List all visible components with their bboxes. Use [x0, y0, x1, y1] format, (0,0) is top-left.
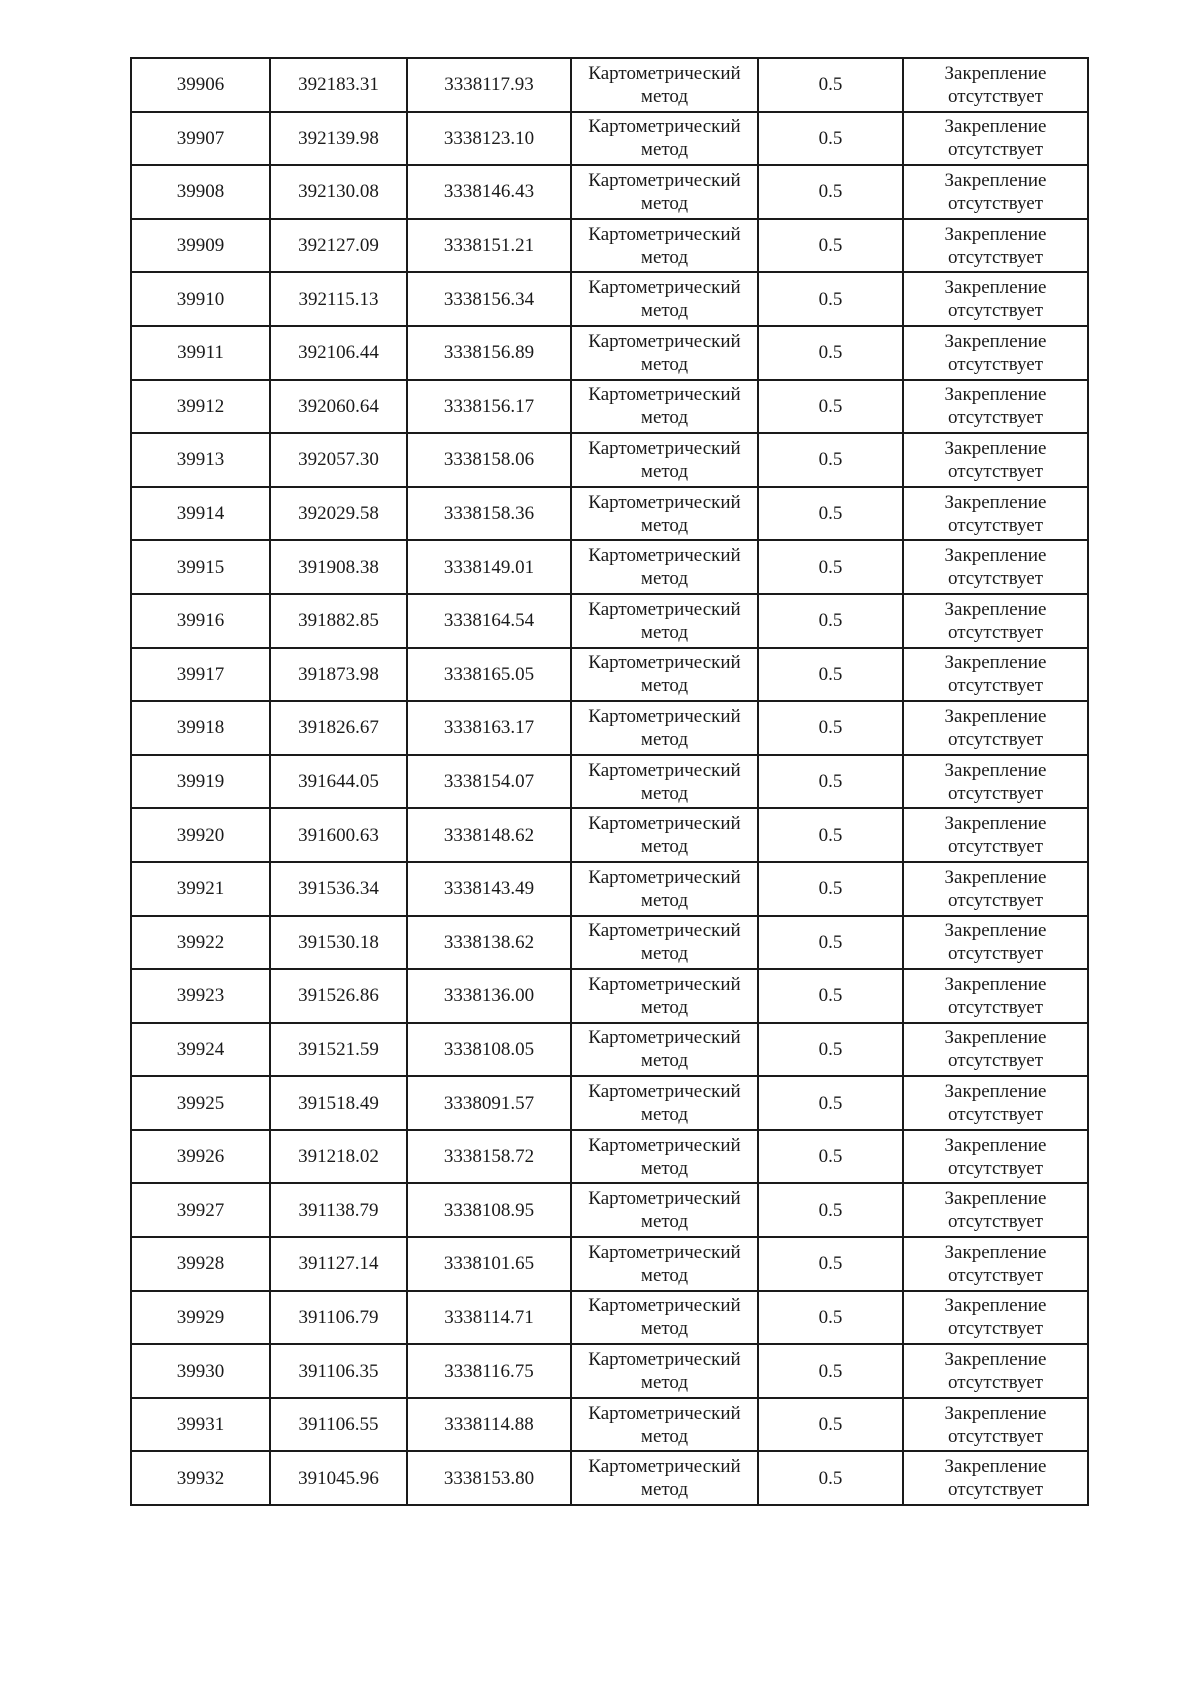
table-row — [131, 433, 1088, 487]
fixation-text-line1: Закрепление — [944, 1027, 1047, 1049]
x-coordinate-cell: 391826.67 — [270, 701, 407, 755]
y-coordinate-cell: 3338114.71 — [407, 1291, 571, 1345]
fixation-text-line1: Закрепление — [944, 598, 1047, 620]
fixation-cell — [903, 165, 1088, 219]
y-coordinate-cell: 3338123.10 — [407, 112, 571, 166]
method-text-line2: метод — [640, 728, 689, 750]
coordinates-table-body — [131, 58, 1088, 1505]
fixation-text-line2: отсутствует — [947, 943, 1044, 965]
method-text-line1: Картометрический — [588, 1188, 741, 1210]
method-text-line2: метод — [640, 300, 689, 322]
method-text-line2: метод — [640, 889, 689, 911]
fixation-text-line2: отсутствует — [947, 836, 1044, 858]
table-row — [131, 540, 1088, 594]
point-number-cell: 39925 — [131, 1076, 270, 1130]
method-cell — [571, 648, 758, 702]
point-number-cell: 39923 — [131, 969, 270, 1023]
precision-cell: 0.5 — [758, 1237, 903, 1291]
fixation-text-line1: Закрепление — [944, 705, 1047, 727]
y-coordinate-cell: 3338154.07 — [407, 755, 571, 809]
table-row — [131, 1076, 1088, 1130]
fixation-cell — [903, 969, 1088, 1023]
precision-cell: 0.5 — [758, 1076, 903, 1130]
fixation-text-line2: отсутствует — [947, 1211, 1044, 1233]
method-cell — [571, 1076, 758, 1130]
x-coordinate-cell: 391106.35 — [270, 1344, 407, 1398]
fixation-text-line1: Закрепление — [944, 491, 1047, 513]
x-coordinate-cell: 391045.96 — [270, 1451, 407, 1505]
fixation-text-line2: отсутствует — [947, 85, 1044, 107]
method-cell — [571, 1183, 758, 1237]
point-number-cell: 39932 — [131, 1451, 270, 1505]
method-text-line1: Картометрический — [588, 1402, 741, 1424]
fixation-text-line1: Закрепление — [944, 1188, 1047, 1210]
table-row — [131, 969, 1088, 1023]
precision-cell: 0.5 — [758, 648, 903, 702]
y-coordinate-cell: 3338165.05 — [407, 648, 571, 702]
fixation-cell — [903, 755, 1088, 809]
method-text-line1: Картометрический — [588, 705, 741, 727]
precision-cell: 0.5 — [758, 916, 903, 970]
fixation-text-line2: отсутствует — [947, 675, 1044, 697]
fixation-text-line1: Закрепление — [944, 652, 1047, 674]
fixation-cell — [903, 1451, 1088, 1505]
method-cell — [571, 1451, 758, 1505]
method-text-line1: Картометрический — [588, 384, 741, 406]
method-text-line1: Картометрический — [588, 1456, 741, 1478]
point-number-cell: 39929 — [131, 1291, 270, 1345]
method-text-line2: метод — [640, 1050, 689, 1072]
method-text-line1: Картометрический — [588, 116, 741, 138]
table-row — [131, 648, 1088, 702]
method-cell — [571, 755, 758, 809]
y-coordinate-cell: 3338158.36 — [407, 487, 571, 541]
precision-cell: 0.5 — [758, 540, 903, 594]
coordinates-table — [130, 57, 1089, 1506]
x-coordinate-cell: 392127.09 — [270, 219, 407, 273]
precision-cell: 0.5 — [758, 1291, 903, 1345]
fixation-text-line2: отсутствует — [947, 1318, 1044, 1340]
fixation-cell — [903, 433, 1088, 487]
point-number-cell: 39924 — [131, 1023, 270, 1077]
method-cell — [571, 916, 758, 970]
method-cell — [571, 112, 758, 166]
x-coordinate-cell: 391218.02 — [270, 1130, 407, 1184]
x-coordinate-cell: 391908.38 — [270, 540, 407, 594]
table-row — [131, 1344, 1088, 1398]
method-cell — [571, 433, 758, 487]
fixation-text-line1: Закрепление — [944, 545, 1047, 567]
table-row — [131, 219, 1088, 273]
point-number-cell: 39928 — [131, 1237, 270, 1291]
point-number-cell: 39911 — [131, 326, 270, 380]
table-row — [131, 165, 1088, 219]
table-row — [131, 916, 1088, 970]
method-text-line2: метод — [640, 568, 689, 590]
point-number-cell: 39912 — [131, 380, 270, 434]
fixation-cell — [903, 272, 1088, 326]
fixation-text-line1: Закрепление — [944, 813, 1047, 835]
y-coordinate-cell: 3338151.21 — [407, 219, 571, 273]
x-coordinate-cell: 392060.64 — [270, 380, 407, 434]
point-number-cell: 39906 — [131, 58, 270, 112]
method-text-line2: метод — [640, 782, 689, 804]
fixation-text-line1: Закрепление — [944, 1349, 1047, 1371]
fixation-text-line1: Закрепление — [944, 1241, 1047, 1263]
method-cell — [571, 540, 758, 594]
x-coordinate-cell: 391600.63 — [270, 808, 407, 862]
fixation-text-line2: отсутствует — [947, 246, 1044, 268]
fixation-cell — [903, 594, 1088, 648]
method-text-line2: метод — [640, 1104, 689, 1126]
fixation-cell — [903, 380, 1088, 434]
x-coordinate-cell: 392183.31 — [270, 58, 407, 112]
precision-cell: 0.5 — [758, 112, 903, 166]
x-coordinate-cell: 391536.34 — [270, 862, 407, 916]
fixation-cell — [903, 862, 1088, 916]
point-number-cell: 39926 — [131, 1130, 270, 1184]
method-text-line1: Картометрический — [588, 813, 741, 835]
method-cell — [571, 1237, 758, 1291]
point-number-cell: 39913 — [131, 433, 270, 487]
table-row — [131, 862, 1088, 916]
fixation-cell — [903, 648, 1088, 702]
method-text-line2: метод — [640, 1479, 689, 1501]
method-text-line2: метод — [640, 836, 689, 858]
precision-cell: 0.5 — [758, 808, 903, 862]
table-row — [131, 701, 1088, 755]
method-cell — [571, 1291, 758, 1345]
fixation-cell — [903, 58, 1088, 112]
precision-cell: 0.5 — [758, 1344, 903, 1398]
precision-cell: 0.5 — [758, 1023, 903, 1077]
method-cell — [571, 272, 758, 326]
y-coordinate-cell: 3338138.62 — [407, 916, 571, 970]
fixation-text-line1: Закрепление — [944, 1134, 1047, 1156]
fixation-text-line1: Закрепление — [944, 759, 1047, 781]
fixation-cell — [903, 1291, 1088, 1345]
method-text-line1: Картометрический — [588, 169, 741, 191]
fixation-cell — [903, 1398, 1088, 1452]
fixation-cell — [903, 916, 1088, 970]
point-number-cell: 39931 — [131, 1398, 270, 1452]
fixation-cell — [903, 540, 1088, 594]
x-coordinate-cell: 392057.30 — [270, 433, 407, 487]
table-row — [131, 1023, 1088, 1077]
method-text-line1: Картометрический — [588, 1134, 741, 1156]
method-text-line1: Картометрический — [588, 62, 741, 84]
point-number-cell: 39909 — [131, 219, 270, 273]
method-text-line2: метод — [640, 1372, 689, 1394]
x-coordinate-cell: 391530.18 — [270, 916, 407, 970]
y-coordinate-cell: 3338101.65 — [407, 1237, 571, 1291]
fixation-cell — [903, 808, 1088, 862]
table-row — [131, 1183, 1088, 1237]
method-cell — [571, 594, 758, 648]
precision-cell: 0.5 — [758, 58, 903, 112]
fixation-text-line2: отсутствует — [947, 1479, 1044, 1501]
method-cell — [571, 219, 758, 273]
fixation-cell — [903, 1183, 1088, 1237]
x-coordinate-cell: 391882.85 — [270, 594, 407, 648]
fixation-text-line2: отсутствует — [947, 568, 1044, 590]
fixation-text-line1: Закрепление — [944, 973, 1047, 995]
precision-cell: 0.5 — [758, 165, 903, 219]
method-text-line1: Картометрический — [588, 277, 741, 299]
precision-cell: 0.5 — [758, 1183, 903, 1237]
y-coordinate-cell: 3338158.72 — [407, 1130, 571, 1184]
precision-cell: 0.5 — [758, 219, 903, 273]
point-number-cell: 39920 — [131, 808, 270, 862]
method-text-line2: метод — [640, 460, 689, 482]
fixation-cell — [903, 1237, 1088, 1291]
x-coordinate-cell: 391873.98 — [270, 648, 407, 702]
y-coordinate-cell: 3338091.57 — [407, 1076, 571, 1130]
y-coordinate-cell: 3338116.75 — [407, 1344, 571, 1398]
fixation-cell — [903, 326, 1088, 380]
method-text-line2: метод — [640, 675, 689, 697]
method-cell — [571, 165, 758, 219]
y-coordinate-cell: 3338108.05 — [407, 1023, 571, 1077]
y-coordinate-cell: 3338143.49 — [407, 862, 571, 916]
point-number-cell: 39917 — [131, 648, 270, 702]
x-coordinate-cell: 391106.79 — [270, 1291, 407, 1345]
table-row — [131, 326, 1088, 380]
x-coordinate-cell: 391644.05 — [270, 755, 407, 809]
method-cell — [571, 969, 758, 1023]
table-row — [131, 272, 1088, 326]
point-number-cell: 39915 — [131, 540, 270, 594]
method-text-line2: метод — [640, 996, 689, 1018]
method-text-line2: метод — [640, 407, 689, 429]
method-text-line1: Картометрический — [588, 598, 741, 620]
method-text-line1: Картометрический — [588, 1349, 741, 1371]
method-text-line2: метод — [640, 353, 689, 375]
method-text-line1: Картометрический — [588, 1027, 741, 1049]
method-cell — [571, 1398, 758, 1452]
precision-cell: 0.5 — [758, 755, 903, 809]
method-cell — [571, 380, 758, 434]
method-cell — [571, 1130, 758, 1184]
y-coordinate-cell: 3338114.88 — [407, 1398, 571, 1452]
fixation-text-line2: отсутствует — [947, 1050, 1044, 1072]
method-text-line1: Картометрический — [588, 223, 741, 245]
precision-cell: 0.5 — [758, 326, 903, 380]
method-text-line1: Картометрический — [588, 330, 741, 352]
table-row — [131, 1130, 1088, 1184]
x-coordinate-cell: 391106.55 — [270, 1398, 407, 1452]
point-number-cell: 39922 — [131, 916, 270, 970]
method-text-line2: метод — [640, 943, 689, 965]
y-coordinate-cell: 3338164.54 — [407, 594, 571, 648]
method-cell — [571, 326, 758, 380]
y-coordinate-cell: 3338156.17 — [407, 380, 571, 434]
fixation-text-line2: отсутствует — [947, 728, 1044, 750]
method-text-line2: метод — [640, 514, 689, 536]
method-text-line1: Картометрический — [588, 1241, 741, 1263]
fixation-cell — [903, 1076, 1088, 1130]
x-coordinate-cell: 391127.14 — [270, 1237, 407, 1291]
x-coordinate-cell: 392106.44 — [270, 326, 407, 380]
y-coordinate-cell: 3338153.80 — [407, 1451, 571, 1505]
y-coordinate-cell: 3338158.06 — [407, 433, 571, 487]
fixation-text-line1: Закрепление — [944, 62, 1047, 84]
fixation-text-line2: отсутствует — [947, 1264, 1044, 1286]
table-row — [131, 112, 1088, 166]
y-coordinate-cell: 3338149.01 — [407, 540, 571, 594]
fixation-text-line2: отсутствует — [947, 1425, 1044, 1447]
method-cell — [571, 701, 758, 755]
fixation-text-line2: отсутствует — [947, 889, 1044, 911]
point-number-cell: 39918 — [131, 701, 270, 755]
y-coordinate-cell: 3338108.95 — [407, 1183, 571, 1237]
fixation-text-line1: Закрепление — [944, 1081, 1047, 1103]
fixation-cell — [903, 701, 1088, 755]
method-cell — [571, 487, 758, 541]
fixation-text-line1: Закрепление — [944, 866, 1047, 888]
fixation-text-line1: Закрепление — [944, 920, 1047, 942]
fixation-text-line1: Закрепление — [944, 1456, 1047, 1478]
method-text-line2: метод — [640, 246, 689, 268]
method-text-line1: Картометрический — [588, 759, 741, 781]
method-text-line2: метод — [640, 1157, 689, 1179]
y-coordinate-cell: 3338136.00 — [407, 969, 571, 1023]
method-cell — [571, 862, 758, 916]
x-coordinate-cell: 392029.58 — [270, 487, 407, 541]
fixation-text-line1: Закрепление — [944, 330, 1047, 352]
method-text-line1: Картометрический — [588, 652, 741, 674]
table-row — [131, 1237, 1088, 1291]
fixation-text-line2: отсутствует — [947, 996, 1044, 1018]
table-row — [131, 1291, 1088, 1345]
y-coordinate-cell: 3338156.89 — [407, 326, 571, 380]
y-coordinate-cell: 3338163.17 — [407, 701, 571, 755]
x-coordinate-cell: 391526.86 — [270, 969, 407, 1023]
fixation-text-line1: Закрепление — [944, 116, 1047, 138]
fixation-text-line2: отсутствует — [947, 460, 1044, 482]
x-coordinate-cell: 391518.49 — [270, 1076, 407, 1130]
fixation-text-line1: Закрепление — [944, 277, 1047, 299]
fixation-cell — [903, 1344, 1088, 1398]
precision-cell: 0.5 — [758, 433, 903, 487]
fixation-text-line2: отсутствует — [947, 1104, 1044, 1126]
method-text-line2: метод — [640, 85, 689, 107]
fixation-text-line1: Закрепление — [944, 437, 1047, 459]
precision-cell: 0.5 — [758, 380, 903, 434]
point-number-cell: 39921 — [131, 862, 270, 916]
fixation-cell — [903, 1130, 1088, 1184]
fixation-text-line2: отсутствует — [947, 1372, 1044, 1394]
fixation-text-line2: отсутствует — [947, 514, 1044, 536]
method-text-line2: метод — [640, 621, 689, 643]
precision-cell: 0.5 — [758, 487, 903, 541]
point-number-cell: 39916 — [131, 594, 270, 648]
point-number-cell: 39930 — [131, 1344, 270, 1398]
y-coordinate-cell: 3338148.62 — [407, 808, 571, 862]
fixation-text-line1: Закрепление — [944, 169, 1047, 191]
fixation-text-line2: отсутствует — [947, 621, 1044, 643]
precision-cell: 0.5 — [758, 272, 903, 326]
fixation-text-line1: Закрепление — [944, 384, 1047, 406]
method-text-line2: метод — [640, 1318, 689, 1340]
method-text-line1: Картометрический — [588, 1295, 741, 1317]
precision-cell: 0.5 — [758, 1130, 903, 1184]
precision-cell: 0.5 — [758, 594, 903, 648]
method-text-line1: Картометрический — [588, 973, 741, 995]
method-text-line1: Картометрический — [588, 437, 741, 459]
fixation-text-line2: отсутствует — [947, 1157, 1044, 1179]
x-coordinate-cell: 392139.98 — [270, 112, 407, 166]
precision-cell: 0.5 — [758, 701, 903, 755]
table-row — [131, 1398, 1088, 1452]
table-row — [131, 808, 1088, 862]
method-text-line2: метод — [640, 192, 689, 214]
precision-cell: 0.5 — [758, 1398, 903, 1452]
fixation-text-line2: отсутствует — [947, 300, 1044, 322]
method-text-line2: метод — [640, 139, 689, 161]
y-coordinate-cell: 3338156.34 — [407, 272, 571, 326]
method-text-line2: метод — [640, 1211, 689, 1233]
fixation-text-line1: Закрепление — [944, 1295, 1047, 1317]
table-row — [131, 380, 1088, 434]
fixation-cell — [903, 219, 1088, 273]
fixation-text-line2: отсутствует — [947, 192, 1044, 214]
table-row — [131, 594, 1088, 648]
table-row — [131, 487, 1088, 541]
method-text-line1: Картометрический — [588, 545, 741, 567]
method-text-line1: Картометрический — [588, 1081, 741, 1103]
method-text-line1: Картометрический — [588, 866, 741, 888]
method-cell — [571, 1344, 758, 1398]
table-row — [131, 58, 1088, 112]
fixation-text-line2: отсутствует — [947, 782, 1044, 804]
fixation-text-line2: отсутствует — [947, 407, 1044, 429]
method-text-line2: метод — [640, 1264, 689, 1286]
point-number-cell: 39914 — [131, 487, 270, 541]
method-cell — [571, 1023, 758, 1077]
table-row — [131, 1451, 1088, 1505]
point-number-cell: 39919 — [131, 755, 270, 809]
method-cell — [571, 808, 758, 862]
x-coordinate-cell: 392115.13 — [270, 272, 407, 326]
x-coordinate-cell: 392130.08 — [270, 165, 407, 219]
fixation-text-line2: отсутствует — [947, 139, 1044, 161]
fixation-text-line1: Закрепление — [944, 1402, 1047, 1424]
method-cell — [571, 58, 758, 112]
method-text-line1: Картометрический — [588, 920, 741, 942]
y-coordinate-cell: 3338146.43 — [407, 165, 571, 219]
precision-cell: 0.5 — [758, 862, 903, 916]
point-number-cell: 39927 — [131, 1183, 270, 1237]
point-number-cell: 39908 — [131, 165, 270, 219]
fixation-cell — [903, 1023, 1088, 1077]
x-coordinate-cell: 391521.59 — [270, 1023, 407, 1077]
y-coordinate-cell: 3338117.93 — [407, 58, 571, 112]
method-text-line2: метод — [640, 1425, 689, 1447]
fixation-text-line1: Закрепление — [944, 223, 1047, 245]
method-text-line1: Картометрический — [588, 491, 741, 513]
fixation-cell — [903, 487, 1088, 541]
table-row — [131, 755, 1088, 809]
fixation-text-line2: отсутствует — [947, 353, 1044, 375]
point-number-cell: 39907 — [131, 112, 270, 166]
fixation-cell — [903, 112, 1088, 166]
precision-cell: 0.5 — [758, 1451, 903, 1505]
precision-cell: 0.5 — [758, 969, 903, 1023]
point-number-cell: 39910 — [131, 272, 270, 326]
x-coordinate-cell: 391138.79 — [270, 1183, 407, 1237]
